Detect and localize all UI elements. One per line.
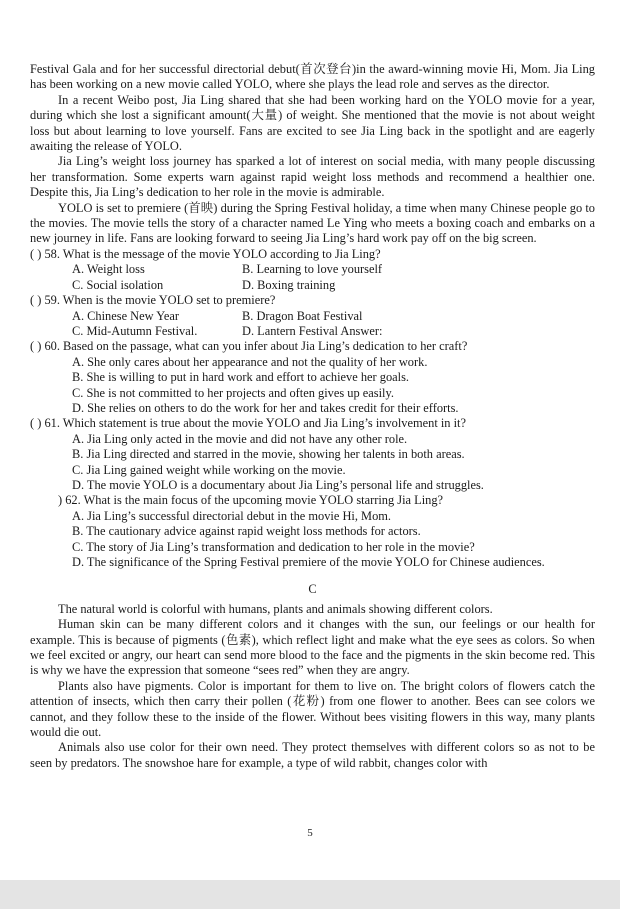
- option-d: D. The movie YOLO is a documentary about Jia Ling’s personal life and struggles.: [72, 477, 484, 492]
- option-a: A. She only cares about her appearance and not the quality of her work.: [72, 354, 428, 369]
- option-c: C. The story of Jia Ling’s transformation and dedication to her role in the movie?: [72, 539, 475, 554]
- option-d: D. She relies on others to do the work for her and takes credit for their efforts.: [72, 400, 459, 415]
- paragraph: In a recent Weibo post, Jia Ling shared that she had been working hard on the YOLO movie for a year, during which she lost a significant amount(大量) of weight. She mentioned that the movie is not about weight loss but about learning to love yourself. Fans are excited to see Jia Ling back in the spotlight and are eagerly awaiting the release of YOLO.: [30, 92, 595, 154]
- option-c: C. Social isolation: [72, 277, 164, 292]
- question-58: [30, 247, 595, 293]
- question-stem: ( ) 59. When is the movie YOLO set to premiere?: [30, 293, 276, 308]
- question-59: [30, 293, 595, 339]
- question-stem: ( ) 60. Based on the passage, what can you infer about Jia Ling’s dedication to her craft?: [30, 339, 468, 354]
- option-d: D. Lantern Festival Answer:: [242, 323, 383, 338]
- option-b: B. She is willing to put in hard work and effort to achieve her goals.: [72, 370, 410, 385]
- page-number: 5: [307, 827, 313, 839]
- option-d: D. Boxing training: [242, 277, 336, 292]
- option-a: A. Chinese New Year: [72, 308, 180, 323]
- paragraph: Jia Ling’s weight loss journey has sparked a lot of interest on social media, with many people discussing her transformation. Some experts warn against rapid weight loss methods and recommend a healthier one. Despite this, Jia Ling’s dedication to her role in the movie is admirable.: [30, 154, 595, 200]
- question-stem: ( ) 58. What is the message of the movie YOLO according to Jia Ling?: [30, 246, 381, 261]
- question-stem: ) 62. What is the main focus of the upcoming movie YOLO starring Jia Ling?: [58, 493, 444, 508]
- option-a: A. Jia Ling only acted in the movie and did not have any other role.: [72, 431, 408, 446]
- paragraph: The natural world is colorful with humans, plants and animals showing different colors.: [58, 601, 493, 616]
- paragraph: Human skin can be many different colors and it changes with the sun, our feelings or our health for example. This is because of pigments (色素), which reflect light and make what the eye sees as colors. So when we feel excited or angry, our heart can send more blood to the face and the pigments in the skin become red. This is why we have the expression that someone “sees red” when they are angry.: [30, 617, 595, 678]
- question-stem: ( ) 61. Which statement is true about the movie YOLO and Jia Ling’s involvement in it?: [30, 416, 466, 431]
- section-heading: C: [308, 582, 317, 597]
- option-b: B. Jia Ling directed and starred in the movie, showing her talents in both areas.: [72, 447, 465, 462]
- question-62: [30, 493, 595, 570]
- option-b: B. The cautionary advice against rapid weight loss methods for actors.: [72, 524, 421, 539]
- document-text: [30, 62, 595, 771]
- question-61: [30, 416, 595, 493]
- option-c: C. She is not committed to her projects and often gives up easily.: [72, 385, 394, 400]
- option-d: D. The significance of the Spring Festival premiere of the movie YOLO for Chinese audiences.: [72, 555, 545, 569]
- option-b: B. Dragon Boat Festival: [242, 308, 363, 323]
- option-c: C. Mid-Autumn Festival.: [72, 323, 198, 338]
- option-c: C. Jia Ling gained weight while working on the movie.: [72, 462, 346, 477]
- paragraph: Plants also have pigments. Color is important for them to live on. The bright colors of flowers catch the attention of insects, which then carry their pollen (花粉) from one flower to another. Bees can see colors we cannot, and they follow these to the inside of the flower. Without bees visiting flowers in this way, many plants would die out.: [30, 678, 595, 740]
- paragraph: Animals also use color for their own need. They protect themselves with different colors so as not to be seen by predators. The snowshoe hare for example, a type of wild rabbit, changes color with: [30, 740, 595, 770]
- option-a: A. Jia Ling’s successful directorial debut in the movie Hi, Mom.: [72, 508, 391, 523]
- option-b: B. Learning to love yourself: [242, 262, 383, 277]
- paragraph: YOLO is set to premiere (首映) during the Spring Festival holiday, a time when many Chinese people go to the movies. The movie tells the story of a character named Le Ying who meets a boxing coach and embarks on a new journey in life. Fans are looking forward to seeing Jia Ling’s hard work pay off on the big screen.: [30, 200, 595, 246]
- question-60: [30, 339, 595, 416]
- bottom-bar: [0, 880, 620, 909]
- paragraph: Festival Gala and for her successful directorial debut(首次登台)in the award-winning movie Hi, Mom. Jia Ling has been working on a new movie called YOLO, where she plays the lead role and serves as the director.: [30, 62, 595, 92]
- option-a: A. Weight loss: [72, 262, 145, 277]
